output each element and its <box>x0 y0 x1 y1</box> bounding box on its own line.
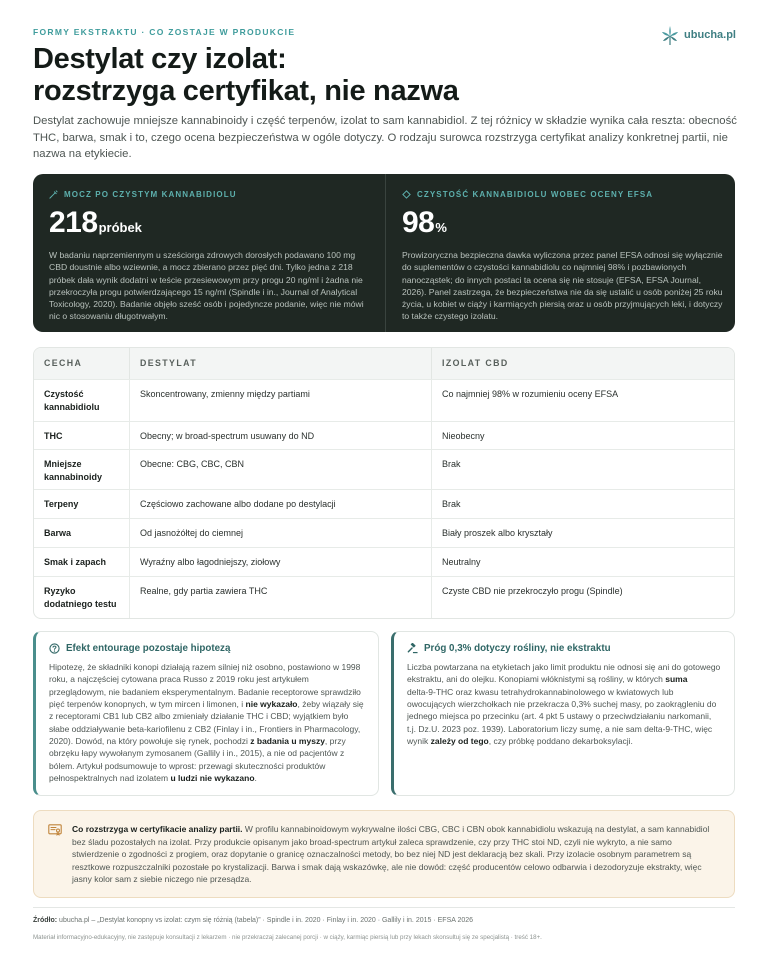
header-distillate: DESTYLAT <box>130 348 432 379</box>
syringe-icon <box>49 190 58 199</box>
table-row <box>34 449 734 489</box>
entourage-card <box>33 631 379 796</box>
threshold-card <box>391 631 735 796</box>
kicker: FORMY EKSTRAKTU · CO ZOSTAJE W PRODUKCIE <box>33 27 296 37</box>
header-feature: CECHA <box>34 348 130 379</box>
stat-value <box>49 208 369 243</box>
distillate-cell: Realne, gdy partia zawiera THC <box>130 577 432 618</box>
feature-cell: Czystość kannabidiolu <box>34 380 130 421</box>
lead-paragraph: Destylat zachowuje mniejsze kannabinoidy i część terpenów, izolat to sam kannabidiol. Z tej różnicy w składzie wynika cała reszta: obecność THC, barwa, smak i to, czego ocena bezpieczeństwa w ogóle dotyczy. O rodzaju surowca rozstrzyga certyfikat analizy konkretnej partii, nie nazwa na etykiecie. <box>33 115 737 160</box>
feature-cell: Mniejsze kannabinoidy <box>34 450 130 489</box>
stat-unit: próbek <box>98 220 142 235</box>
question-icon <box>49 643 60 654</box>
distillate-cell: Obecne: CBG, CBC, CBN <box>130 450 432 489</box>
table-row <box>34 421 734 449</box>
table-row <box>34 518 734 547</box>
comparison-table <box>33 347 735 619</box>
isolate-cell: Czyste CBD nie przekroczyło progu (Spindle) <box>442 586 623 596</box>
card-title <box>407 643 722 654</box>
footer-divider <box>33 907 735 908</box>
isolate-cell: Neutralny <box>442 557 481 567</box>
diamond-icon <box>402 190 411 199</box>
table-row <box>34 576 734 618</box>
distillate-cell: Wyraźny albo łagodniejszy, ziołowy <box>130 548 432 576</box>
stat-purity <box>385 174 735 332</box>
feature-cell: Terpeny <box>34 490 130 518</box>
certificate-note <box>33 810 735 898</box>
table-row <box>34 489 734 518</box>
distillate-cell: Skoncentrowany, zmienny między partiami <box>130 380 432 421</box>
stat-description: Prowizoryczna bezpieczna dawka wyliczona przez panel EFSA odnosi się wyłącznie do suplementów o czystości kannabidiolu co najmniej 98% i pozbawionych nanocząstek; do innych postaci ta ocena się nie stosuje (EFSA, EFSA Journal, 2026). Panel zastrzega, że bezpieczeństwa nie da się ustalić u osób poniżej 25 roku życia, u kobiet w ciąży i karmiących piersią oraz u osób przyjmujących leki, i dotyczy to także czystego izolatu. <box>402 250 723 322</box>
header-isolate: IZOLAT CBD <box>442 358 509 369</box>
distillate-cell: Od jasnożółtej do ciemnej <box>130 519 432 547</box>
stat-label-text: CZYSTOŚĆ KANNABIDIOLU WOBEC OCENY EFSA <box>417 190 654 199</box>
disclaimer: Materiał informacyjno‑edukacyjny, nie zastępuje konsultacji z lekarzem · nie przekraczaj zalecanej porcji · w ciąży, karmiąc piersią lub przy lekach skonsultuj się ze specjalistą · treść 18+. <box>33 934 542 941</box>
distillate-cell: Obecny; w broad‑spectrum usuwany do ND <box>130 422 432 449</box>
feature-cell: Barwa <box>34 519 130 547</box>
page-title-line-2: rozstrzyga certyfikat, nie nazwa <box>33 75 459 107</box>
card-body: Hipotezę, że składniki konopi działają razem silniej niż osobno, postawiono w 1998 roku, a najczęściej cytowana praca Russo z 2019 roku jest artykułem przeglądowym, nie badaniem eksperymentalnym. Badanie receptorowe sprawdziło pięć terpenów konopnych, w tym mircen i limonen, i nie wykazało, żeby wiązały się z receptorami CB1 lub CB2 albo zmieniały działanie THC i CBD; wyjątkiem było słabe oddziaływanie beta‑kariofilenu z CB2 (Finlay i in., Frontiers in Pharmacology, 2020). Dowód, na który powołuje się rynek, pochodzi z badania u myszy, przy obrzęku łapy wywołanym zymosanem (Gallily i in., 2015), a nie od pacjentów z bólem. Artykuł podsumowuje to wprost: przewagi skuteczności produktów pełnospektralnych nad izolatem u ludzi nie wykazano. <box>49 662 364 784</box>
stats-panel <box>33 174 735 332</box>
isolate-cell: Co najmniej 98% w rozumieniu oceny EFSA <box>442 389 619 399</box>
card-title-text: Próg 0,3% dotyczy rośliny, nie ekstraktu <box>424 643 611 654</box>
card-title-text: Efekt entourage pozostaje hipotezą <box>66 643 231 654</box>
table-header-row <box>34 348 734 379</box>
isolate-cell: Brak <box>442 459 461 469</box>
isolate-cell: Biały proszek albo kryształy <box>442 528 553 538</box>
isolate-cell: Nieobecny <box>442 431 485 441</box>
table-row <box>34 379 734 421</box>
page-title-line-1: Destylat czy izolat: <box>33 43 287 75</box>
feature-cell: Smak i zapach <box>34 548 130 576</box>
page-title <box>33 43 673 107</box>
stat-urine <box>33 174 385 332</box>
stat-description: W badaniu naprzemiennym u sześciorga zdrowych dorosłych podawano 100 mg CBD doustnie albo wziewnie, a mocz zbierano przez pięć dni. Tylko jedna z 218 próbek dała wynik dodatni w teście przesiewowym przy progu 20 ng/ml i żadna nie przekroczyła progu potwierdzającego 15 ng/ml (Spindle i in., Journal of Analytical Toxicology, 2020). Badanie objęło sześć osób i pojedyncze podanie, więc nie mówi nic o stosowaniu długotrwałym. <box>49 250 364 322</box>
stat-unit: % <box>435 220 447 235</box>
stat-label-text: MOCZ PO CZYSTYM KANNABIDIOLU <box>64 190 237 199</box>
distillate-cell: Częściowo zachowane albo dodane po destylacji <box>130 490 432 518</box>
stat-label <box>49 190 369 199</box>
isolate-cell: Brak <box>442 499 461 509</box>
card-body: Liczba powtarzana na etykietach jako limit produktu nie odnosi się ani do gotowego ekstraktu, ani do olejku. Konopiami włóknistymi są rośliny, w których suma delta‑9‑THC oraz kwasu tetrahydrokannabinolowego w kwiatowych lub owocujących wierzchołkach nie przekracza 0,3% suchej masy, po zaokrągleniu do jednego miejsca po przecinku (art. 4 pkt 5 ustawy o przeciwdziałaniu narkomanii, t.j. Dz.U. 2023 poz. 1939). Laboratorium liczy sumę, a nie sam delta‑9‑THC, więc wynik zależy od tego, czy próbkę poddano dekarboksylacji. <box>407 662 721 747</box>
certificate-icon <box>48 824 62 836</box>
brand-name: ubucha.pl <box>684 29 736 41</box>
note-body: Co rozstrzyga w certyfikacie analizy partii. W profilu kannabinoidowym wykrywalne ilości CBG, CBC i CBN obok kannabidiolu wskazują na destylat, a sam kannabidiol bez śladu pozostałych na izolat. Przy produkcie opisanym jako broad‑spectrum artykuł zaleca sprawdzenie, czy przy THC stoi ND, czyli nie wykryto, a nie samo stwierdzenie o zgodności z progiem, oraz dopytanie o granicę oznaczalności metody, bo bez niej ND jest deklaracją bez skali. Przy izolacie osobnym parametrem są resztkowe rozpuszczalniki pozostałe po krystalizacji. Barwa i smak dają wskazówkę, ale nie dowód: część producentów celowo odbarwia i dezodoryzuje ekstrakty, więc jasny kolor sam z siebie niczego nie przesądza. <box>72 824 710 885</box>
gavel-icon <box>407 643 418 654</box>
stat-label <box>402 190 719 199</box>
stat-value <box>402 208 719 243</box>
stat-number: 218 <box>49 206 98 239</box>
card-title <box>49 643 366 654</box>
stat-number: 98 <box>402 206 435 239</box>
feature-cell: Ryzyko dodatniego testu <box>34 577 130 618</box>
feature-cell: THC <box>34 422 130 449</box>
source-line: Źródło: ubucha.pl – „Destylat konopny vs izolat: czym się różnią (tabela)” · Spindle i in. 2020 · Finlay i in. 2020 · Gallily i in. 2015 · EFSA 2026 <box>33 917 474 924</box>
table-row <box>34 547 734 576</box>
